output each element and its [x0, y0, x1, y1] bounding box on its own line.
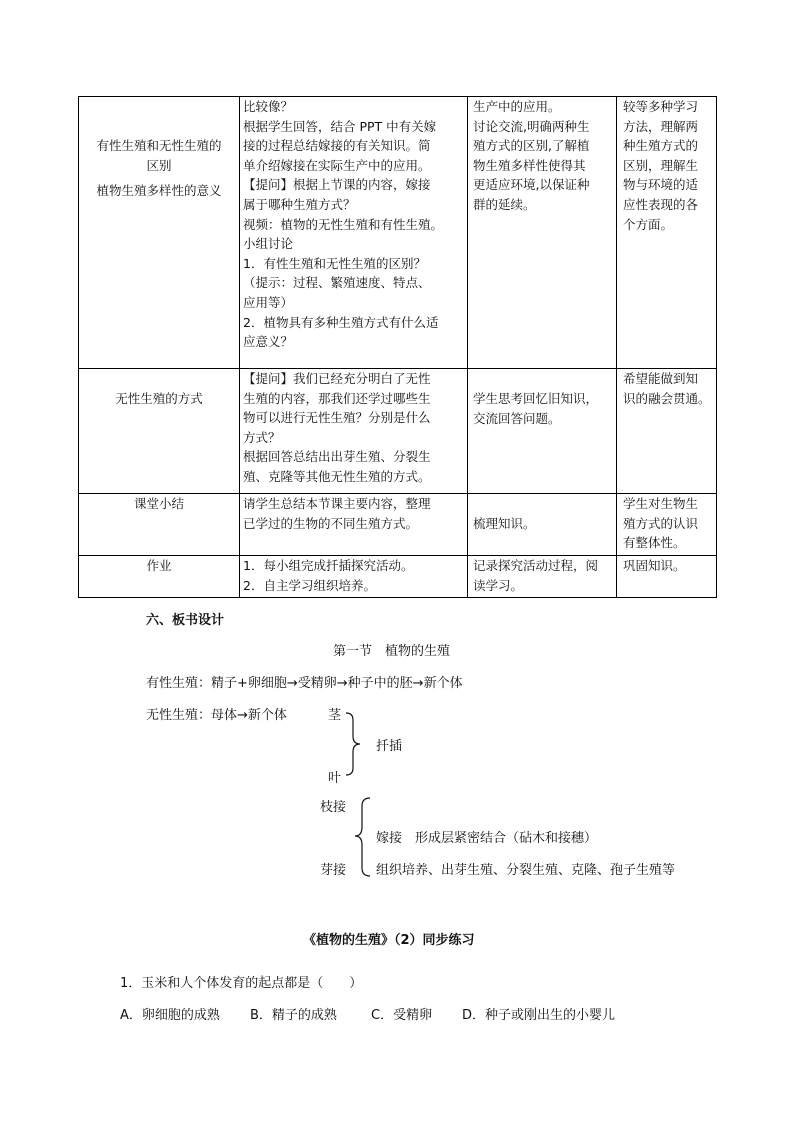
topic-line: 无性生殖的方式: [115, 391, 203, 406]
topic-line: 课堂小结: [133, 496, 184, 511]
table-row: [79, 494, 717, 556]
text-line: 方式？: [243, 429, 281, 445]
text-line: 应意义？: [243, 334, 294, 350]
teacher-activity-cell: [240, 494, 468, 556]
text-line: 生殖的内容，那我们还学过哪些生: [243, 390, 431, 406]
text-line: 梳理知识。: [473, 516, 536, 531]
other-methods-line: 组织培养、出芽生殖、分裂生殖、克隆、孢子生殖等: [376, 863, 676, 878]
text-line: 殖方式的区别,了解植: [473, 138, 590, 154]
brace-icon: [352, 797, 374, 877]
table-row: [79, 369, 717, 494]
cutting-label: 扦插: [376, 739, 403, 754]
asexual-reproduction-line: 无性生殖：母体→新个体: [146, 708, 287, 723]
text-line: 已学过的生物的不同生殖方式。: [243, 515, 419, 531]
text-line: 记录探究活动过程，阅: [473, 558, 599, 573]
text-line: 视频：植物的无性生殖和有性生殖。: [243, 216, 444, 232]
text-line: 交流回答问题。: [473, 410, 561, 426]
text-line: 【提问】根据上节课的内容，嫁接: [243, 177, 431, 193]
option-a: A．卵细胞的成熟: [120, 1008, 220, 1023]
option-d: D．种子或刚出生的小婴儿: [462, 1008, 616, 1023]
text-line: 较等多种学习: [623, 99, 699, 114]
text-line: 2．植物具有多种生殖方式有什么适: [243, 314, 439, 330]
text-line: 区别，理解生: [623, 157, 699, 173]
text-line: 2．自主学习组织培养。: [243, 577, 376, 593]
text-line: 学生思考回忆旧知识，: [473, 391, 599, 406]
stem-label: 茎: [328, 708, 342, 723]
section-heading: 六、板书设计: [146, 613, 225, 628]
text-line: 小组讨论: [243, 236, 294, 252]
text-line: 根据学生回答，结合 PPT 中有关嫁: [243, 118, 437, 134]
scion-grafting-label: 枝接: [320, 800, 347, 815]
text-line: 读学习。: [473, 577, 524, 593]
text-line: 【提问】我们已经充分明白了无性: [243, 371, 431, 386]
text-line: 殖方式的认识: [623, 515, 699, 531]
teacher-activity-cell: [240, 97, 468, 369]
question-1: 1．玉米和人个体发育的起点都是（ ）: [120, 976, 363, 991]
text-line: 1．有性生殖和无性生殖的区别？: [243, 255, 426, 271]
lesson-table: [78, 96, 717, 598]
text-line: 比较像？: [243, 99, 294, 114]
board-title: 第一节 植物的生殖: [333, 644, 451, 659]
topic-cell: [79, 556, 240, 598]
topic-cell: [79, 369, 240, 494]
bud-grafting-label: 芽接: [320, 863, 347, 878]
text-line: 属于哪种生殖方式？: [243, 196, 356, 212]
text-line: 物与环境的适: [623, 177, 699, 193]
text-line: 学生对生物生: [623, 496, 699, 511]
topic-cell: [79, 97, 240, 369]
text-line: 物可以进行无性生殖？分别是什么: [243, 410, 431, 426]
text-line: 接的过程总结嫁接的有关知识。简: [243, 138, 431, 154]
student-activity-cell: [468, 556, 617, 598]
text-line: 应用等）: [243, 294, 294, 310]
student-activity-cell: [468, 97, 617, 369]
text-line: 殖、克隆等其他无性生殖的方式。: [243, 468, 431, 484]
text-line: 1．每小组完成扦插探究活动。: [243, 558, 414, 573]
option-b: B．精子的成熟: [250, 1008, 337, 1023]
topic-cell: [79, 494, 240, 556]
text-line: 巩固知识。: [623, 558, 686, 573]
brace-icon: [342, 712, 362, 776]
text-line: 请学生总结本节课主要内容，整理: [243, 496, 431, 511]
text-line: 群的延续。: [473, 196, 536, 212]
text-line: 希望能做到知: [623, 371, 699, 386]
text-line: 识的融会贯通。: [623, 390, 711, 406]
text-line: 个方面。: [623, 216, 674, 232]
text-line: 方法，理解两: [623, 118, 699, 134]
teacher-activity-cell: [240, 556, 468, 598]
text-line: 单介绍嫁接在实际生产中的应用。: [243, 157, 431, 173]
text-line: 生产中的应用。: [473, 99, 561, 114]
table-row: [79, 97, 717, 369]
text-line: 应性表现的各: [623, 196, 699, 212]
design-intent-cell: [617, 556, 717, 598]
option-c: C．受精卵: [371, 1008, 433, 1023]
student-activity-cell: [468, 369, 617, 494]
student-activity-cell: [468, 494, 617, 556]
design-intent-cell: [617, 97, 717, 369]
text-line: 物生殖多样性使得其: [473, 157, 586, 173]
text-line: 根据回答总结出出芽生殖、分裂生: [243, 449, 431, 465]
text-line: （提示：过程、繁殖速度、特点、: [243, 275, 431, 291]
topic-line: 植物生殖多样性的意义: [96, 183, 222, 199]
text-line: 种生殖方式的: [623, 138, 699, 154]
topic-line: 区别: [146, 157, 172, 173]
grafting-line: 嫁接 形成层紧密结合（砧木和接穗）: [376, 831, 598, 846]
text-line: 有整体性。: [623, 535, 686, 551]
design-intent-cell: [617, 494, 717, 556]
text-line: 讨论交流,明确两种生: [473, 118, 590, 134]
topic-line: 有性生殖和无性生殖的: [96, 138, 222, 153]
design-intent-cell: [617, 369, 717, 494]
topic-line: 作业: [146, 558, 172, 573]
leaf-label: 叶: [328, 771, 342, 786]
text-line: 更适应环境,以保证种: [473, 177, 590, 193]
teacher-activity-cell: [240, 369, 468, 494]
sexual-reproduction-line: 有性生殖：精子+卵细胞→受精卵→种子中的胚→新个体: [146, 676, 463, 691]
table-row: [79, 556, 717, 598]
practice-title: 《植物的生殖》（2）同步练习: [303, 933, 475, 948]
